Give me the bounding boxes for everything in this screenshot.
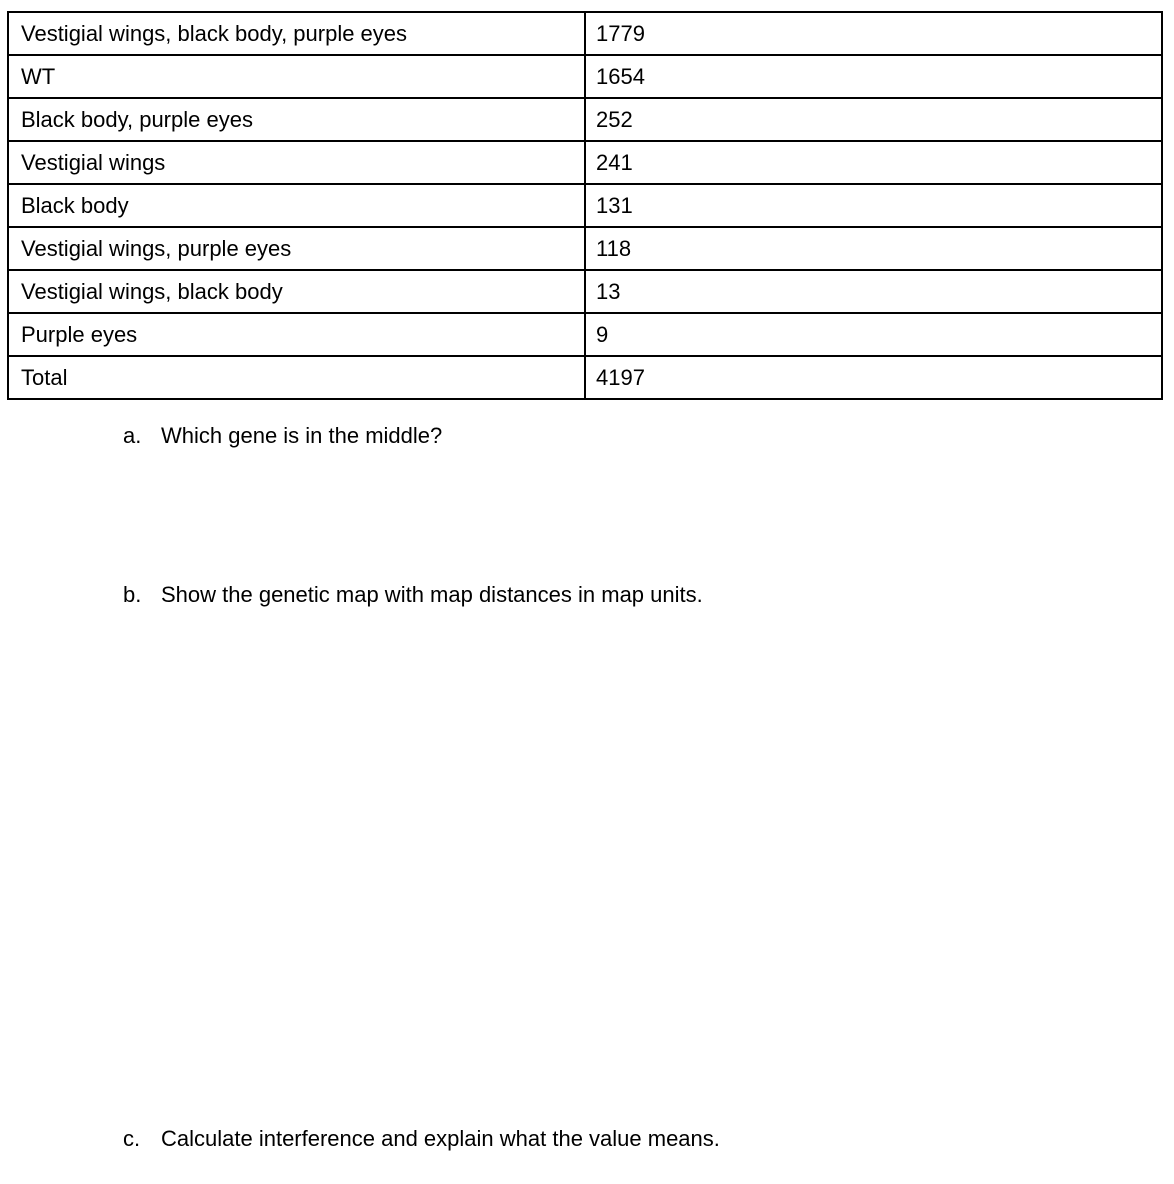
phenotype-cell: Vestigial wings — [8, 141, 585, 184]
table-row — [8, 184, 1162, 227]
question-text: Calculate interference and explain what the value means. — [161, 1126, 720, 1151]
question-a — [123, 423, 442, 449]
count-cell: 9 — [585, 313, 1162, 356]
table-row — [8, 141, 1162, 184]
table-row — [8, 55, 1162, 98]
question-marker: c. — [123, 1126, 141, 1151]
question-text: Show the genetic map with map distances in map units. — [161, 582, 703, 607]
count-cell: 252 — [585, 98, 1162, 141]
table-row — [8, 313, 1162, 356]
phenotype-cell: Purple eyes — [8, 313, 585, 356]
table-row — [8, 12, 1162, 55]
table-row — [8, 270, 1162, 313]
table-row — [8, 227, 1162, 270]
question-marker: b. — [123, 582, 142, 607]
question-marker: a. — [123, 423, 142, 448]
table-row — [8, 98, 1162, 141]
phenotype-cell: WT — [8, 55, 585, 98]
table-row-total — [8, 356, 1162, 399]
question-c — [123, 1126, 720, 1152]
phenotype-cell: Black body, purple eyes — [8, 98, 585, 141]
count-cell: 13 — [585, 270, 1162, 313]
total-label-cell: Total — [8, 356, 585, 399]
count-cell: 118 — [585, 227, 1162, 270]
question-text: Which gene is in the middle? — [161, 423, 443, 448]
count-cell: 241 — [585, 141, 1162, 184]
phenotype-cell: Vestigial wings, purple eyes — [8, 227, 585, 270]
count-cell: 1779 — [585, 12, 1162, 55]
phenotype-count-table — [7, 11, 1163, 400]
phenotype-cell: Vestigial wings, black body, purple eyes — [8, 12, 585, 55]
phenotype-cell: Vestigial wings, black body — [8, 270, 585, 313]
total-count-cell: 4197 — [585, 356, 1162, 399]
count-cell: 1654 — [585, 55, 1162, 98]
count-cell: 131 — [585, 184, 1162, 227]
question-b — [123, 582, 703, 608]
phenotype-cell: Black body — [8, 184, 585, 227]
